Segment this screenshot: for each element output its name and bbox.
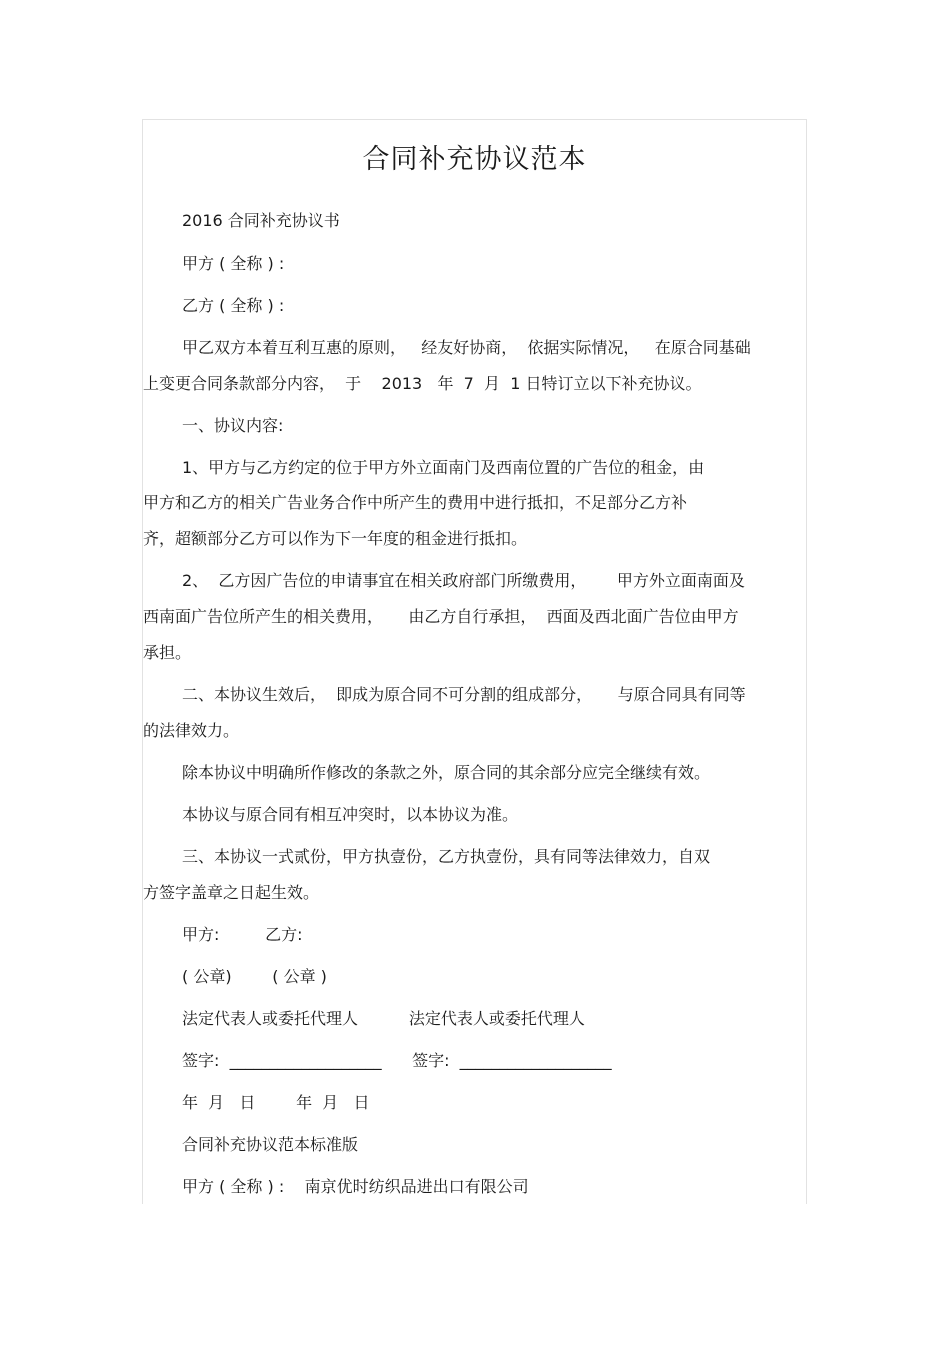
sign-representative: 法定代表人或委托代理人 法定代表人或委托代理人 [182, 1009, 585, 1028]
subtitle: 2016 合同补充协议书 [182, 211, 340, 230]
intro-line-1: 甲乙双方本着互利互惠的原则， 经友好协商， 依据实际情况， 在原合同基础 [182, 338, 751, 357]
item-1-line-3: 齐，超额部分乙方可以作为下一年度的租金进行抵扣。 [143, 529, 528, 548]
item-2-line-1: 2、 乙方因广告位的申请事宜在相关政府部门所缴费用， 甲方外立面南面及 [182, 571, 745, 590]
sign-seal: ( 公章) ( 公章 ) [182, 967, 327, 986]
section-2-line-1: 二、本协议生效后， 即成为原合同不可分割的组成部分， 与原合同具有同等 [182, 685, 746, 704]
page-frame [142, 119, 807, 1204]
sign-parties: 甲方: 乙方: [182, 925, 303, 944]
party-a-line: 甲方 ( 全称 ) : [182, 254, 285, 273]
document-title: 合同补充协议范本 [362, 144, 587, 175]
party-b-line: 乙方 ( 全称 ) : [182, 296, 285, 315]
sign-signature-line: 签字: ___________________ 签字: ___________________ [182, 1051, 612, 1070]
standard-version-title: 合同补充协议范本标准版 [182, 1135, 359, 1154]
item-2-line-2: 西南面广告位所产生的相关费用， 由乙方自行承担， 西面及西北面广告位由甲方 [143, 607, 739, 626]
section-2-line-2: 的法律效力。 [143, 721, 240, 740]
section-1-heading: 一、协议内容: [182, 416, 284, 435]
sign-date: 年 月 日 年 月 日 [182, 1093, 370, 1112]
item-2-line-3: 承担。 [143, 643, 192, 662]
section-3-line-2: 方签字盖章之日起生效。 [143, 883, 320, 902]
clause-conflict: 本协议与原合同有相互冲突时，以本协议为准。 [182, 805, 519, 824]
item-1-line-2: 甲方和乙方的相关广告业务合作中所产生的费用中进行抵扣，不足部分乙方补 [143, 493, 688, 512]
party-a-full-name: 甲方 ( 全称 ) : 南京优时纺织品进出口有限公司 [182, 1177, 529, 1196]
clause-other: 除本协议中明确所作修改的条款之外，原合同的其余部分应完全继续有效。 [182, 763, 711, 782]
intro-line-2: 上变更合同条款部分内容， 于 2013 年 7 月 1 日特订立以下补充协议。 [143, 374, 702, 393]
section-3-line-1: 三、本协议一式贰份，甲方执壹份，乙方执壹份，具有同等法律效力，自双 [182, 847, 711, 866]
item-1-line-1: 1、甲方与乙方约定的位于甲方外立面南门及西南位置的广告位的租金，由 [182, 458, 705, 477]
